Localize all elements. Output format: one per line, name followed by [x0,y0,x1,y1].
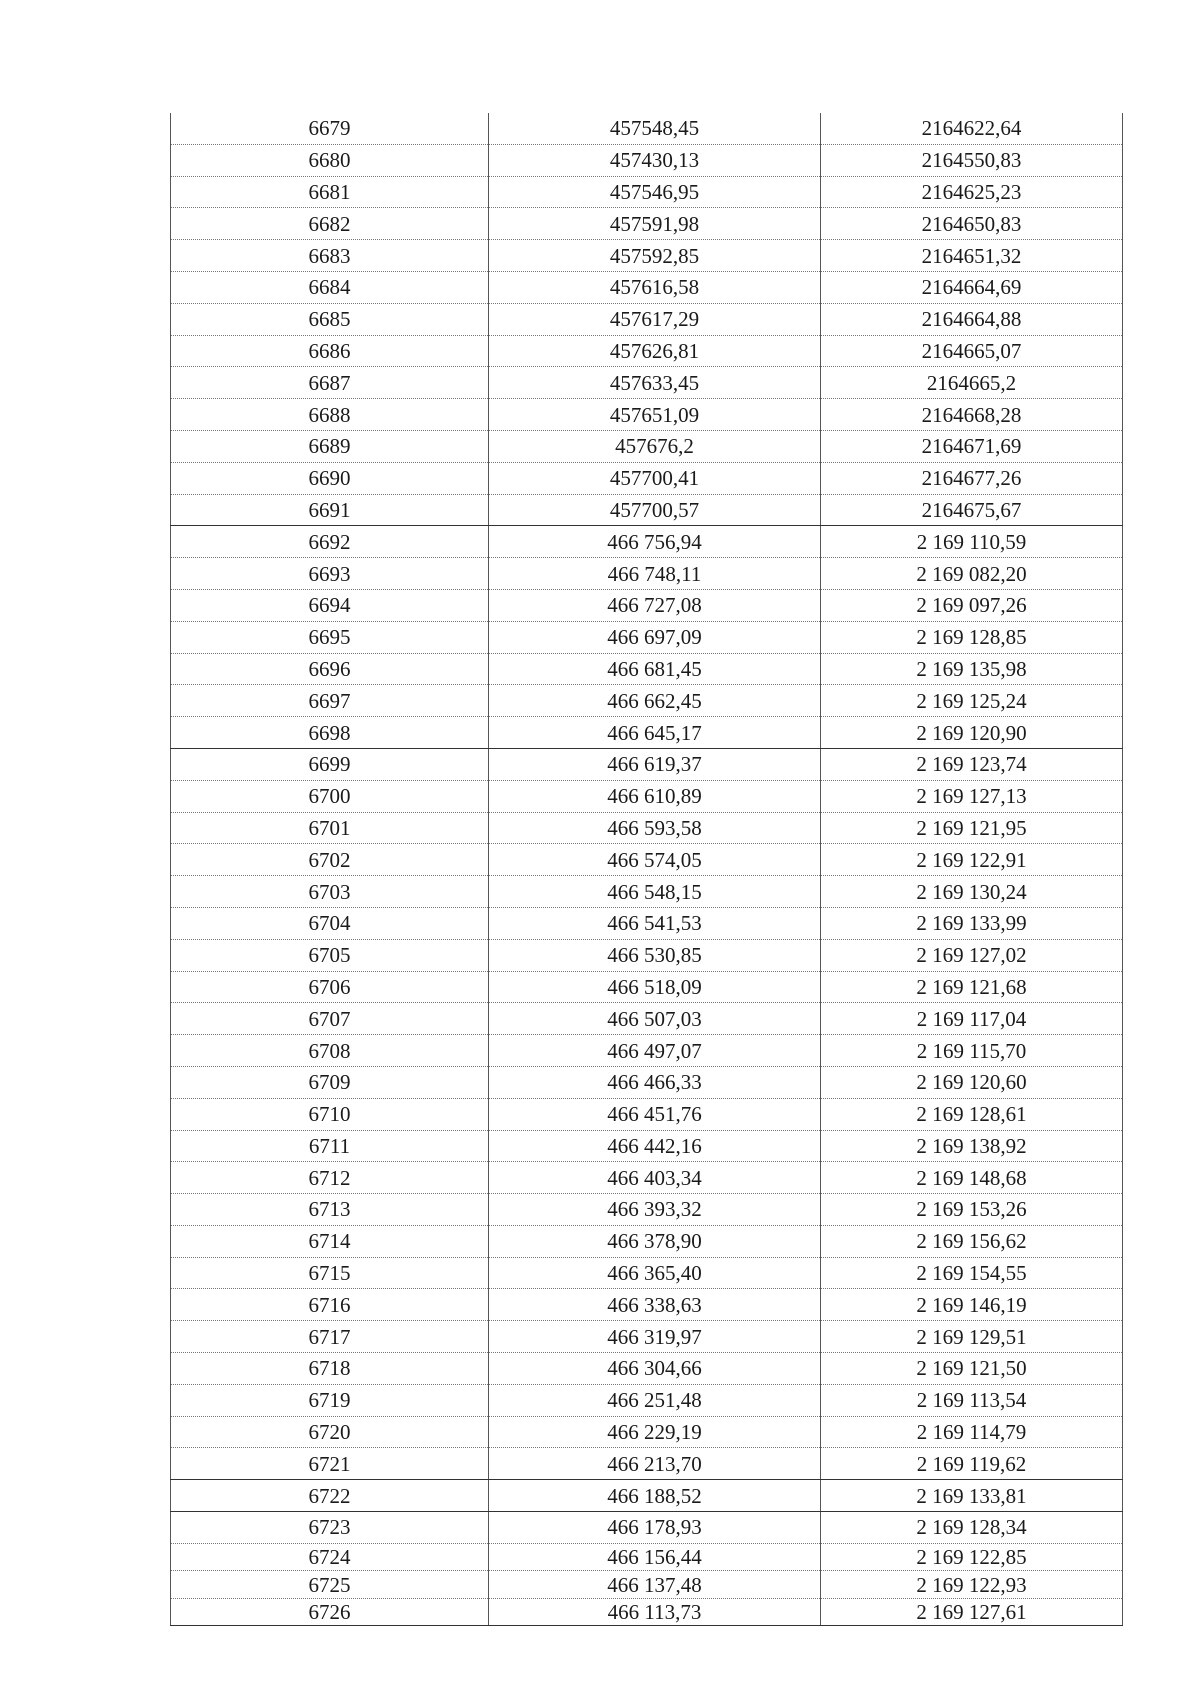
point-number-cell: 6716 [171,1289,489,1321]
table-row [171,1257,1123,1289]
table-row [171,717,1123,749]
table-row [171,1384,1123,1416]
y-coordinate-cell: 2 169 097,26 [821,589,1123,621]
coordinates-table-body [171,113,1123,1626]
table-row [171,1598,1123,1626]
y-coordinate-cell: 2164675,67 [821,494,1123,526]
y-coordinate-cell: 2 169 128,34 [821,1512,1123,1544]
x-coordinate-cell: 466 681,45 [489,653,821,685]
x-coordinate-cell: 457591,98 [489,208,821,240]
point-number-cell: 6692 [171,526,489,558]
x-coordinate-cell: 466 137,48 [489,1571,821,1599]
y-coordinate-cell: 2 169 120,60 [821,1066,1123,1098]
point-number-cell: 6723 [171,1512,489,1544]
point-number-cell: 6701 [171,812,489,844]
y-coordinate-cell: 2 169 122,91 [821,844,1123,876]
table-row [171,1289,1123,1321]
point-number-cell: 6684 [171,271,489,303]
table-row [171,430,1123,462]
y-coordinate-cell: 2 169 121,68 [821,971,1123,1003]
y-coordinate-cell: 2 169 123,74 [821,748,1123,780]
y-coordinate-cell: 2 169 148,68 [821,1162,1123,1194]
y-coordinate-cell: 2 169 113,54 [821,1384,1123,1416]
point-number-cell: 6705 [171,939,489,971]
y-coordinate-cell: 2 169 128,61 [821,1098,1123,1130]
x-coordinate-cell: 457546,95 [489,176,821,208]
y-coordinate-cell: 2 169 117,04 [821,1003,1123,1035]
x-coordinate-cell: 466 697,09 [489,621,821,653]
x-coordinate-cell: 466 393,32 [489,1194,821,1226]
table-row [171,589,1123,621]
coordinates-table [170,113,1123,1626]
point-number-cell: 6725 [171,1571,489,1599]
table-row [171,526,1123,558]
table-row [171,907,1123,939]
x-coordinate-cell: 466 442,16 [489,1130,821,1162]
table-row [171,1512,1123,1544]
y-coordinate-cell: 2 169 135,98 [821,653,1123,685]
table-row [171,1066,1123,1098]
x-coordinate-cell: 466 756,94 [489,526,821,558]
point-number-cell: 6699 [171,748,489,780]
point-number-cell: 6683 [171,240,489,272]
point-number-cell: 6680 [171,144,489,176]
y-coordinate-cell: 2 169 114,79 [821,1416,1123,1448]
y-coordinate-cell: 2 169 156,62 [821,1225,1123,1257]
x-coordinate-cell: 457700,41 [489,462,821,494]
table-row [171,271,1123,303]
table-row [171,208,1123,240]
y-coordinate-cell: 2 169 127,02 [821,939,1123,971]
point-number-cell: 6698 [171,717,489,749]
x-coordinate-cell: 457633,45 [489,367,821,399]
point-number-cell: 6710 [171,1098,489,1130]
x-coordinate-cell: 457651,09 [489,399,821,431]
point-number-cell: 6681 [171,176,489,208]
table-row [171,1003,1123,1035]
table-row [171,399,1123,431]
point-number-cell: 6703 [171,876,489,908]
table-row [171,1162,1123,1194]
point-number-cell: 6690 [171,462,489,494]
x-coordinate-cell: 466 507,03 [489,1003,821,1035]
point-number-cell: 6719 [171,1384,489,1416]
x-coordinate-cell: 466 610,89 [489,780,821,812]
x-coordinate-cell: 466 451,76 [489,1098,821,1130]
y-coordinate-cell: 2 169 130,24 [821,876,1123,908]
y-coordinate-cell: 2 169 121,50 [821,1353,1123,1385]
point-number-cell: 6693 [171,558,489,590]
y-coordinate-cell: 2 169 121,95 [821,812,1123,844]
point-number-cell: 6702 [171,844,489,876]
point-number-cell: 6708 [171,1035,489,1067]
point-number-cell: 6720 [171,1416,489,1448]
x-coordinate-cell: 466 574,05 [489,844,821,876]
y-coordinate-cell: 2 169 133,99 [821,907,1123,939]
table-row [171,812,1123,844]
table-row [171,303,1123,335]
table-row [171,176,1123,208]
y-coordinate-cell: 2164651,32 [821,240,1123,272]
y-coordinate-cell: 2 169 127,13 [821,780,1123,812]
y-coordinate-cell: 2 169 128,85 [821,621,1123,653]
table-row [171,462,1123,494]
y-coordinate-cell: 2164665,2 [821,367,1123,399]
point-number-cell: 6696 [171,653,489,685]
table-row [171,1035,1123,1067]
y-coordinate-cell: 2 169 133,81 [821,1480,1123,1512]
y-coordinate-cell: 2 169 119,62 [821,1448,1123,1480]
x-coordinate-cell: 466 403,34 [489,1162,821,1194]
table-row [171,1571,1123,1599]
x-coordinate-cell: 466 619,37 [489,748,821,780]
table-row [171,1225,1123,1257]
x-coordinate-cell: 466 530,85 [489,939,821,971]
x-coordinate-cell: 466 727,08 [489,589,821,621]
point-number-cell: 6711 [171,1130,489,1162]
table-row [171,1353,1123,1385]
table-row [171,1416,1123,1448]
x-coordinate-cell: 466 645,17 [489,717,821,749]
table-row [171,1321,1123,1353]
point-number-cell: 6687 [171,367,489,399]
point-number-cell: 6695 [171,621,489,653]
x-coordinate-cell: 466 251,48 [489,1384,821,1416]
x-coordinate-cell: 466 748,11 [489,558,821,590]
point-number-cell: 6685 [171,303,489,335]
point-number-cell: 6722 [171,1480,489,1512]
table-row [171,335,1123,367]
y-coordinate-cell: 2164671,69 [821,430,1123,462]
y-coordinate-cell: 2 169 122,85 [821,1543,1123,1571]
point-number-cell: 6718 [171,1353,489,1385]
y-coordinate-cell: 2 169 127,61 [821,1598,1123,1626]
point-number-cell: 6691 [171,494,489,526]
point-number-cell: 6689 [171,430,489,462]
y-coordinate-cell: 2 169 138,92 [821,1130,1123,1162]
table-row [171,558,1123,590]
point-number-cell: 6682 [171,208,489,240]
table-row [171,1543,1123,1571]
y-coordinate-cell: 2 169 110,59 [821,526,1123,558]
y-coordinate-cell: 2164664,69 [821,271,1123,303]
table-row [171,144,1123,176]
x-coordinate-cell: 466 213,70 [489,1448,821,1480]
point-number-cell: 6712 [171,1162,489,1194]
x-coordinate-cell: 466 156,44 [489,1543,821,1571]
y-coordinate-cell: 2164650,83 [821,208,1123,240]
y-coordinate-cell: 2 169 125,24 [821,685,1123,717]
x-coordinate-cell: 457548,45 [489,113,821,144]
y-coordinate-cell: 2164550,83 [821,144,1123,176]
table-row [171,113,1123,144]
y-coordinate-cell: 2 169 120,90 [821,717,1123,749]
table-row [171,780,1123,812]
y-coordinate-cell: 2164665,07 [821,335,1123,367]
table-row [171,240,1123,272]
x-coordinate-cell: 466 593,58 [489,812,821,844]
y-coordinate-cell: 2 169 082,20 [821,558,1123,590]
x-coordinate-cell: 466 338,63 [489,1289,821,1321]
x-coordinate-cell: 466 365,40 [489,1257,821,1289]
x-coordinate-cell: 466 378,90 [489,1225,821,1257]
y-coordinate-cell: 2164668,28 [821,399,1123,431]
x-coordinate-cell: 466 548,15 [489,876,821,908]
table-row [171,1130,1123,1162]
table-row [171,876,1123,908]
table-row [171,1194,1123,1226]
point-number-cell: 6707 [171,1003,489,1035]
x-coordinate-cell: 457676,2 [489,430,821,462]
x-coordinate-cell: 457616,58 [489,271,821,303]
table-row [171,844,1123,876]
point-number-cell: 6714 [171,1225,489,1257]
table-row [171,653,1123,685]
y-coordinate-cell: 2 169 153,26 [821,1194,1123,1226]
x-coordinate-cell: 466 518,09 [489,971,821,1003]
point-number-cell: 6713 [171,1194,489,1226]
y-coordinate-cell: 2 169 122,93 [821,1571,1123,1599]
x-coordinate-cell: 466 466,33 [489,1066,821,1098]
table-row [171,748,1123,780]
y-coordinate-cell: 2164677,26 [821,462,1123,494]
y-coordinate-cell: 2164622,64 [821,113,1123,144]
x-coordinate-cell: 466 497,07 [489,1035,821,1067]
table-row [171,1480,1123,1512]
point-number-cell: 6704 [171,907,489,939]
x-coordinate-cell: 466 304,66 [489,1353,821,1385]
x-coordinate-cell: 466 541,53 [489,907,821,939]
point-number-cell: 6700 [171,780,489,812]
x-coordinate-cell: 457592,85 [489,240,821,272]
point-number-cell: 6688 [171,399,489,431]
point-number-cell: 6697 [171,685,489,717]
table-row [171,1098,1123,1130]
table-row [171,1448,1123,1480]
table-row [171,939,1123,971]
y-coordinate-cell: 2164664,88 [821,303,1123,335]
x-coordinate-cell: 466 113,73 [489,1598,821,1626]
table-row [171,971,1123,1003]
x-coordinate-cell: 457617,29 [489,303,821,335]
y-coordinate-cell: 2164625,23 [821,176,1123,208]
x-coordinate-cell: 466 178,93 [489,1512,821,1544]
x-coordinate-cell: 466 229,19 [489,1416,821,1448]
x-coordinate-cell: 457700,57 [489,494,821,526]
table-row [171,685,1123,717]
point-number-cell: 6706 [171,971,489,1003]
table-row [171,367,1123,399]
table-row [171,621,1123,653]
y-coordinate-cell: 2 169 115,70 [821,1035,1123,1067]
x-coordinate-cell: 466 319,97 [489,1321,821,1353]
point-number-cell: 6686 [171,335,489,367]
point-number-cell: 6724 [171,1543,489,1571]
x-coordinate-cell: 466 188,52 [489,1480,821,1512]
point-number-cell: 6717 [171,1321,489,1353]
x-coordinate-cell: 457626,81 [489,335,821,367]
point-number-cell: 6721 [171,1448,489,1480]
x-coordinate-cell: 457430,13 [489,144,821,176]
x-coordinate-cell: 466 662,45 [489,685,821,717]
table-row [171,494,1123,526]
y-coordinate-cell: 2 169 154,55 [821,1257,1123,1289]
point-number-cell: 6694 [171,589,489,621]
point-number-cell: 6679 [171,113,489,144]
point-number-cell: 6726 [171,1598,489,1626]
y-coordinate-cell: 2 169 146,19 [821,1289,1123,1321]
y-coordinate-cell: 2 169 129,51 [821,1321,1123,1353]
point-number-cell: 6715 [171,1257,489,1289]
point-number-cell: 6709 [171,1066,489,1098]
